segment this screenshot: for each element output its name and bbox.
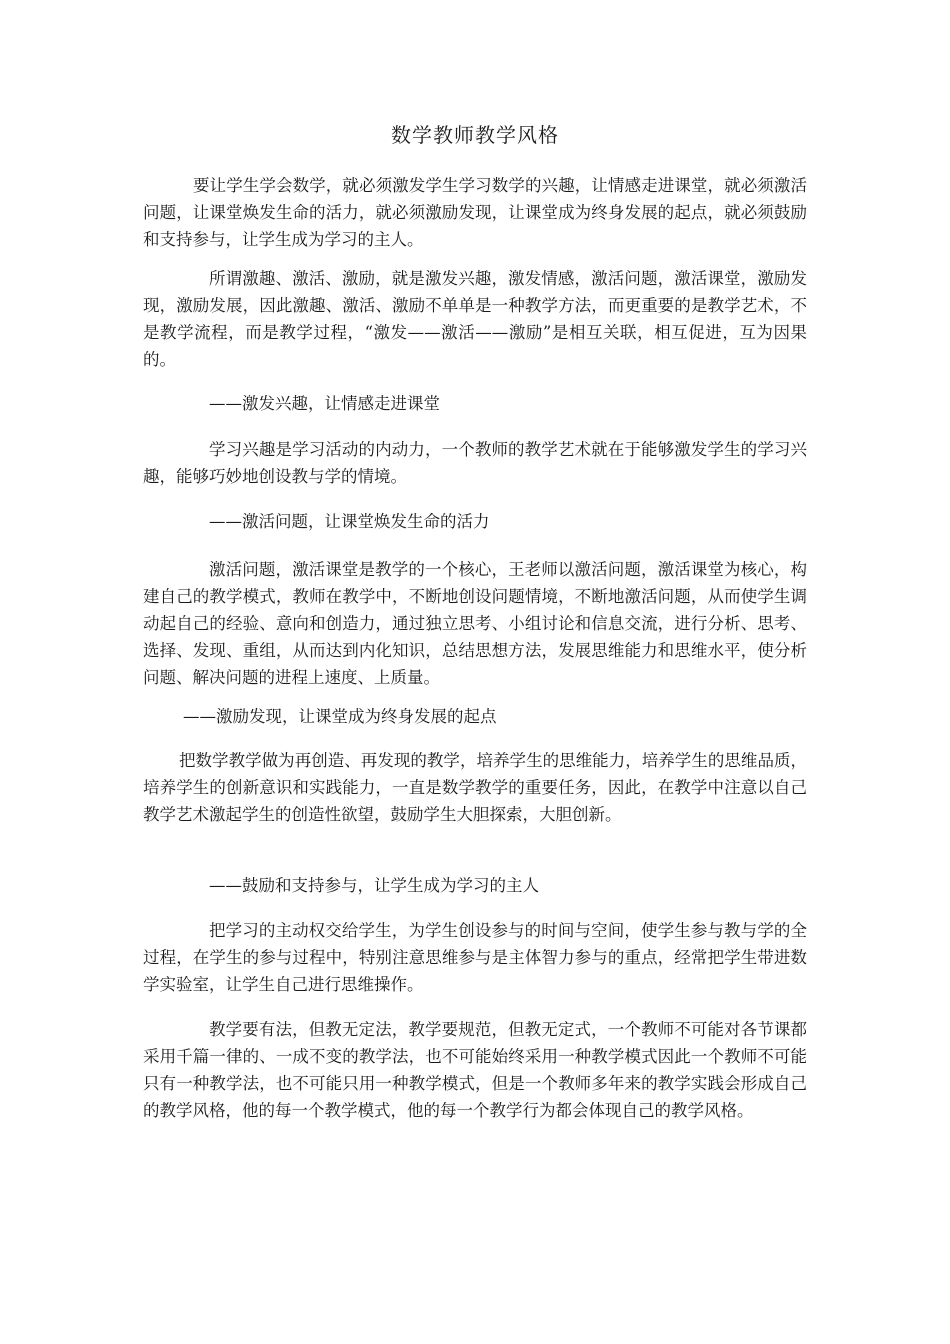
paragraph-definition: 所谓激趣、激活、激励，就是激发兴趣，激发情感，激活问题，激活课堂，激励发现，激励发展，因此激趣、激活、激励不单单是一种教学方法，而更重要的是教学艺术，不是教学流程，而是教学过程，“激发——激活——激励”是相互关联，相互促进，互为因果的。 [143,269,807,369]
paragraph-interest: 学习兴趣是学习活动的内动力，一个教师的教学艺术就在于能够激发学生的学习兴趣，能够巧妙地创设教与学的情境。 [143,440,807,486]
paragraph-intro: 要让学生学会数学，就必须激发学生学习数学的兴趣，让情感走进课堂，就必须激活问题，让课堂焕发生命的活力，就必须激励发现，让课堂成为终身发展的起点，就必须鼓励和支持参与，让学生成为学习的主人。 [143,176,807,249]
section-heading-participate: ——鼓励和支持参与，让学生成为学习的主人 [209,876,539,895]
section-heading-activate: ——激活问题，让课堂焕发生命的活力 [209,512,490,531]
section-heading-encourage: ——激励发现，让课堂成为终身发展的起点 [183,707,497,726]
paragraph-participate: 把学习的主动权交给学生，为学生创设参与的时间与空间，使学生参与教与学的全过程，在学生的参与过程中，特别注意思维参与是主体智力参与的重点，经常把学生带进数学实验室，让学生自己进行思维操作。 [143,921,807,994]
paragraph-activate: 激活问题，激活课堂是教学的一个核心，王老师以激活问题，激活课堂为核心，构建自己的教学模式，教师在教学中，不断地创设问题情境，不断地激活问题，从而使学生调动起自己的经验、意向和创造力，通过独立思考、小组讨论和信息交流，进行分析、思考、选择、发现、重组，从而达到内化知识，总结思想方法，发展思维能力和思维水平，使分析问题、解决问题的进程上速度、上质量。 [143,560,807,687]
paragraph-encourage: 把数学教学做为再创造、再发现的教学，培养学生的思维能力，培养学生的思维品质，培养学生的创新意识和实践能力，一直是数学教学的重要任务，因此，在教学中注意以自己教学艺术激起学生的创造性欲望，鼓励学生大胆探索，大胆创新。 [143,751,807,824]
document-title: 数学教师教学风格 [391,123,559,147]
section-heading-interest: ——激发兴趣，让情感走进课堂 [209,394,440,413]
paragraph-conclusion: 教学要有法，但教无定法，教学要规范，但教无定式，一个教师不可能对各节课都采用千篇一律的、一成不变的教学法，也不可能始终采用一种教学模式因此一个教师不可能只有一种教学法，也不可能只用一种教学模式，但是一个教师多年来的教学实践会形成自己的教学风格，他的每一个教学模式，他的每一个教学行为都会体现自己的教学风格。 [143,1020,807,1120]
